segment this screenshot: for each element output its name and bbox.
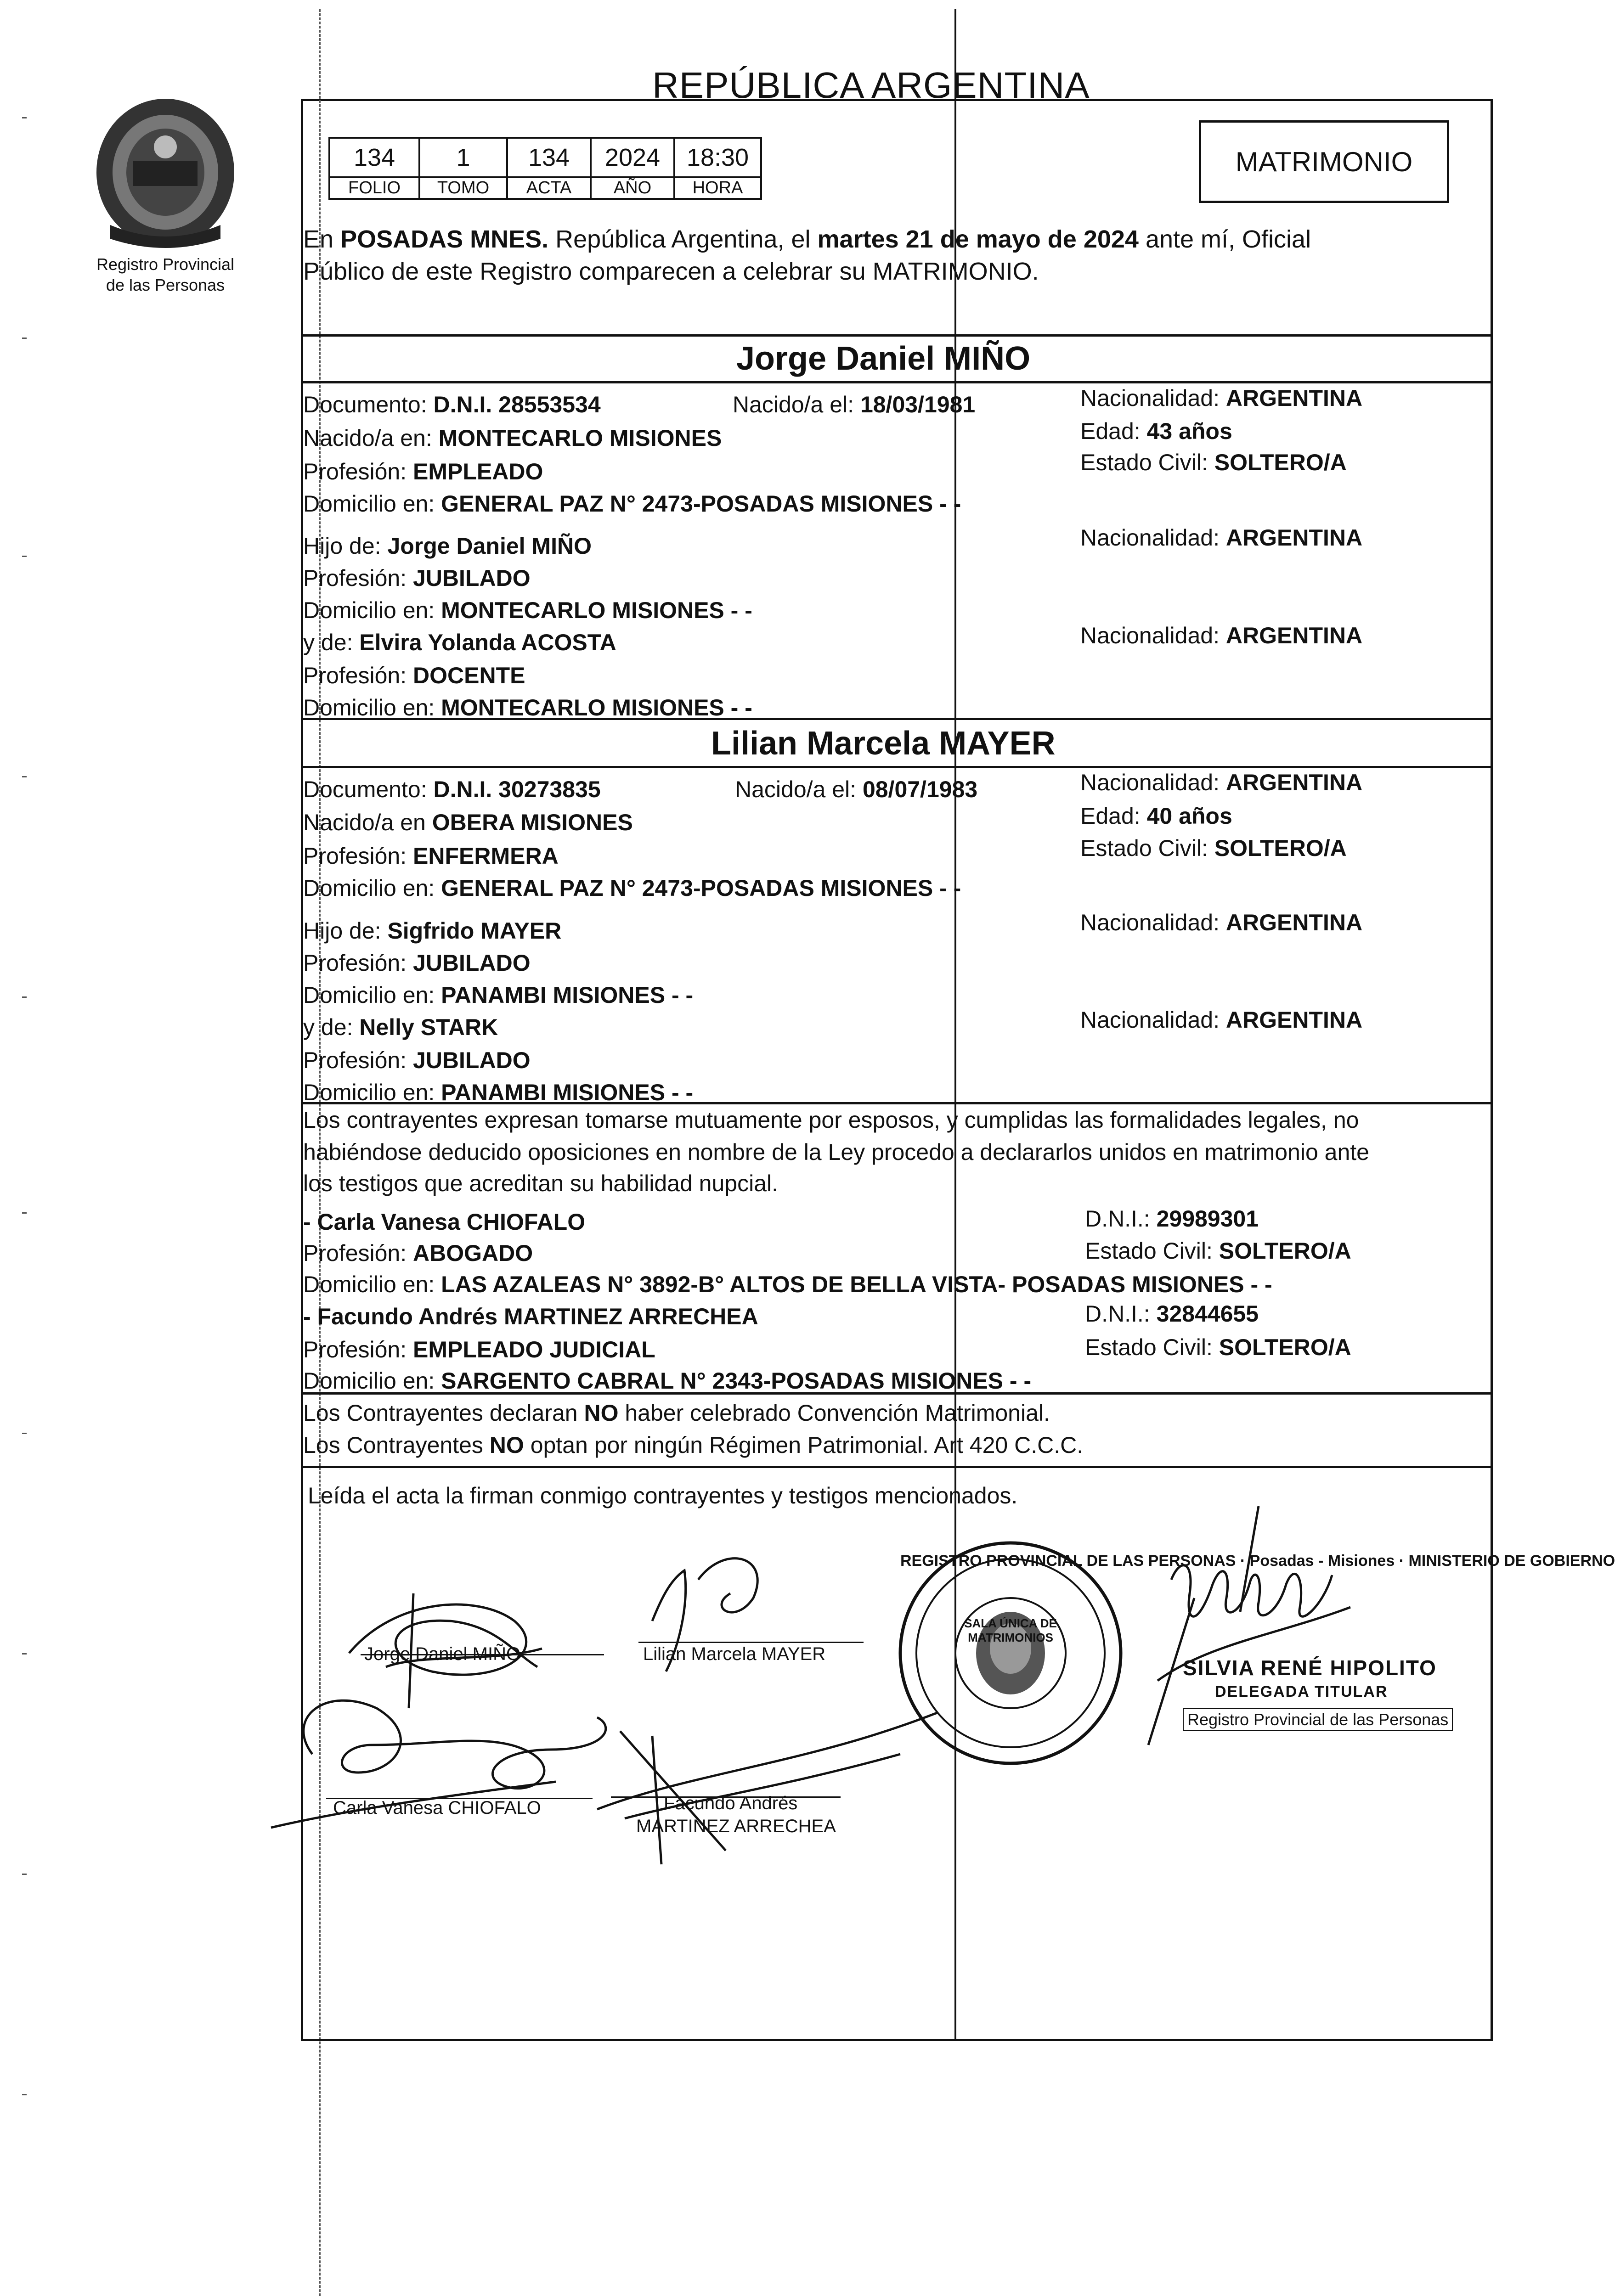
folio-value: 134 [329,138,419,177]
party1-madre-profesion: Profesión: DOCENTE [303,663,525,688]
official-entity: Registro Provincial de las Personas [1183,1708,1453,1731]
official-name: SILVIA RENÉ HIPOLITO [1183,1656,1437,1680]
hora-label: HORA [674,177,761,199]
party2-padre-nacionalidad: Nacionalidad: ARGENTINA [1080,910,1363,935]
stamp-inner-label: SALA ÚNICA DE MATRIMONIOS [964,1616,1057,1644]
witness1-domicilio: Domicilio en: LAS AZALEAS N° 3892-B° ALTOS DE BELLA VISTA- POSADAS MISIONES - - [303,1272,1272,1297]
party1-name: Jorge Daniel MIÑO [736,340,1031,377]
party2-padre: Hijo de: Sigfrido MAYER [303,918,562,944]
witness1-profesion: Profesión: ABOGADO [303,1240,533,1266]
intro-line1: En POSADAS MNES. República Argentina, el martes 21 de mayo de 2024 ante mí, Oficial [303,225,1311,253]
party2-padre-profesion: Profesión: JUBILADO [303,950,531,976]
regime-line2: Los Contrayentes NO optan por ningún Régimen Patrimonial. Art 420 C.C.C. [303,1432,1084,1458]
party2-profesion: Profesión: ENFERMERA [303,843,559,869]
party1-nacido-en: Nacido/a en: MONTECARLO MISIONES [303,425,722,451]
org-name-line1: Registro Provincial [96,255,235,274]
party1-padre-nacionalidad: Nacionalidad: ARGENTINA [1080,525,1363,551]
party2-nacionalidad: Nacionalidad: ARGENTINA [1080,770,1363,795]
witness2-domicilio: Domicilio en: SARGENTO CABRAL N° 2343-POSADAS MISIONES - - [303,1368,1032,1394]
party1-madre-nacionalidad: Nacionalidad: ARGENTINA [1080,623,1363,648]
witness1-dni: D.N.I.: 29989301 [1085,1206,1259,1232]
party1-domicilio: Domicilio en: GENERAL PAZ N° 2473-POSADAS MISIONES - - [303,491,961,517]
stamp-ring-label: REGISTRO PROVINCIAL DE LAS PERSONAS · Posadas - Misiones · MINISTERIO DE GOBIERNO [900,1552,1615,1570]
declaration-line1: Los contrayentes expresan tomarse mutuamente por esposos, y cumplidas las formalidades legales, no [303,1107,1359,1133]
anio-value: 2024 [591,138,674,177]
witness2-estado-civil: Estado Civil: SOLTERO/A [1085,1334,1351,1360]
party1-padre-profesion: Profesión: JUBILADO [303,565,531,591]
party2-madre-nacionalidad: Nacionalidad: ARGENTINA [1080,1007,1363,1033]
hora-value: 18:30 [674,138,761,177]
party2-edad: Edad: 40 años [1080,803,1232,829]
witness2-dni: D.N.I.: 32844655 [1085,1301,1259,1327]
acta-label: ACTA [507,177,591,199]
party1-nacionalidad: Nacionalidad: ARGENTINA [1080,385,1363,411]
acta-value: 134 [507,138,591,177]
closing-text: Leída el acta la firman conmigo contrayentes y testigos mencionados. [308,1483,1018,1508]
signature-label-2: Lilian Marcela MAYER [643,1644,826,1664]
declaration-line2: habiéndose deducido oposiciones en nombre de la Ley procedo a declararlos unidos en matrimonio ante [303,1139,1369,1165]
declaration-line3: los testigos que acreditan su habilidad nupcial. [303,1171,779,1196]
party1-padre-domicilio: Domicilio en: MONTECARLO MISIONES - - [303,597,752,623]
party1-padre: Hijo de: Jorge Daniel MIÑO [303,533,592,559]
org-name-line2: de las Personas [106,276,225,294]
party2-nacido-en: Nacido/a en OBERA MISIONES [303,810,633,835]
anio-label: AÑO [591,177,674,199]
party1-madre-domicilio: Domicilio en: MONTECARLO MISIONES - - [303,695,752,720]
party1-estado-civil: Estado Civil: SOLTERO/A [1080,450,1347,475]
signature-label-3: Carla Vanesa CHIOFALO [333,1798,541,1818]
party1-madre: y de: Elvira Yolanda ACOSTA [303,630,616,655]
tomo-value: 1 [419,138,507,177]
party2-domicilio: Domicilio en: GENERAL PAZ N° 2473-POSADAS MISIONES - - [303,875,961,901]
party2-estado-civil: Estado Civil: SOLTERO/A [1080,835,1347,861]
party2-madre: y de: Nelly STARK [303,1014,498,1040]
folio-label: FOLIO [329,177,419,199]
party1-nacido-el: Nacido/a el: 18/03/1981 [733,392,976,417]
party2-padre-domicilio: Domicilio en: PANAMBI MISIONES - - [303,982,694,1008]
witness1-name: - Carla Vanesa CHIOFALO [303,1209,586,1235]
official-role: DELEGADA TITULAR [1215,1683,1388,1700]
party2-documento: Documento: D.N.I. 30273835 [303,777,601,802]
act-type: MATRIMONIO [1235,146,1413,177]
party2-madre-domicilio: Domicilio en: PANAMBI MISIONES - - [303,1080,694,1105]
witness2-profesion: Profesión: EMPLEADO JUDICIAL [303,1337,655,1362]
witness1-estado-civil: Estado Civil: SOLTERO/A [1085,1238,1351,1264]
party2-madre-profesion: Profesión: JUBILADO [303,1047,531,1073]
party1-documento: Documento: D.N.I. 28553534 [303,392,601,417]
witness2-name: - Facundo Andrés MARTINEZ ARRECHEA [303,1304,758,1329]
party1-profesion: Profesión: EMPLEADO [303,459,543,484]
signature-label-4b: MARTINEZ ARRECHEA [636,1816,836,1836]
party1-edad: Edad: 43 años [1080,418,1232,444]
party2-name: Lilian Marcela MAYER [711,725,1056,762]
tomo-label: TOMO [419,177,507,199]
signature-label-4a: Facundo Andrés [664,1793,798,1813]
party2-nacido-el: Nacido/a el: 08/07/1983 [735,777,978,802]
intro-line2: Público de este Registro comparecen a celebrar su MATRIMONIO. [303,258,1039,285]
provincial-seal [83,92,248,312]
signature-label-1: Jorge Daniel MIÑO [364,1644,521,1664]
regime-line1: Los Contrayentes declaran NO haber celebrado Convención Matrimonial. [303,1400,1050,1426]
country-title: REPÚBLICA ARGENTINA [652,65,1090,106]
